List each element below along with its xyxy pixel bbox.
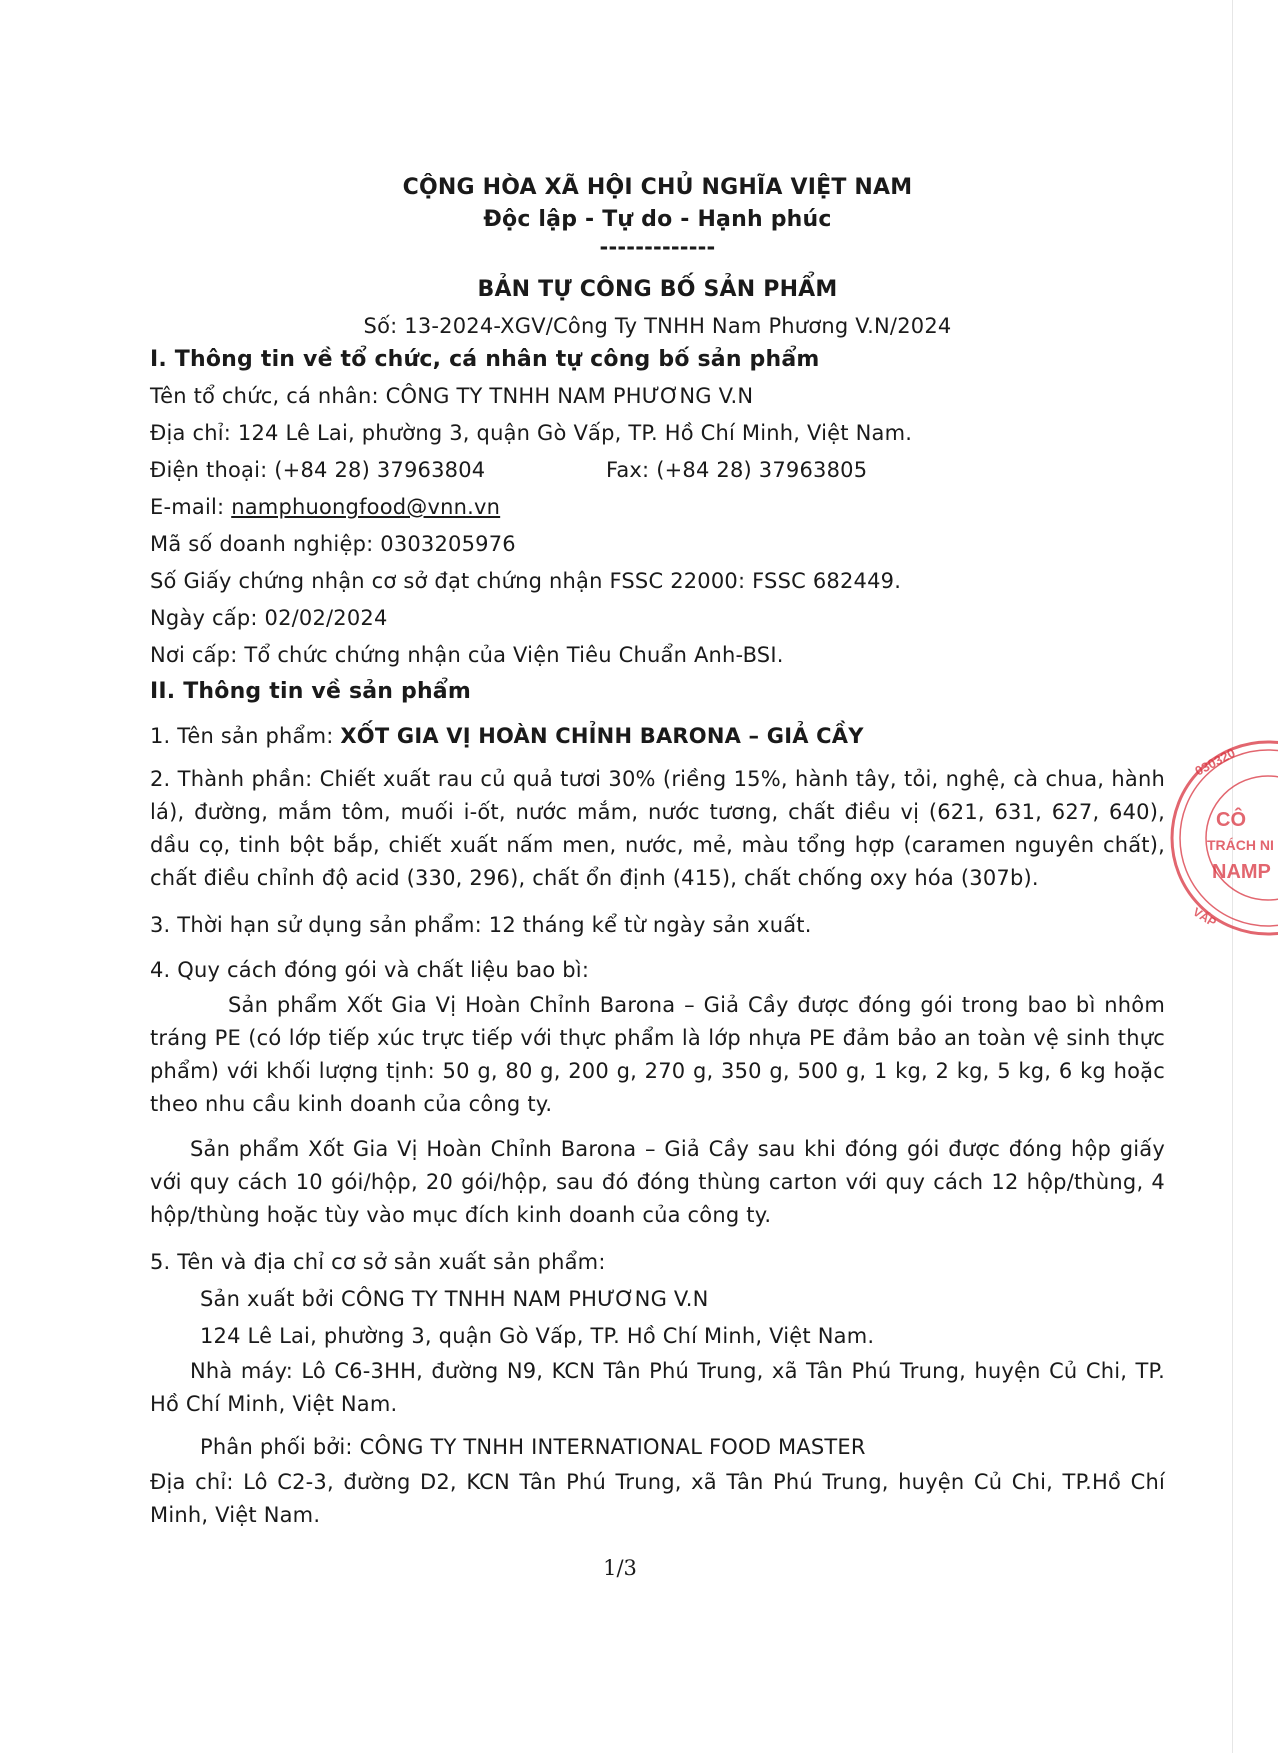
tax-code: Mã số doanh nghiệp: 0303205976: [150, 532, 516, 556]
issuer: Nơi cấp: Tổ chức chứng nhận của Viện Tiêu Chuẩn Anh-BSI.: [150, 643, 784, 667]
producer-address: 124 Lê Lai, phường 3, quận Gò Vấp, TP. Hồ Chí Minh, Việt Nam.: [200, 1324, 875, 1348]
document-title: BẢN TỰ CÔNG BỐ SẢN PHẨM: [477, 277, 838, 302]
producer: Sản xuất bởi CÔNG TY TNHH NAM PHƯƠNG V.N: [200, 1287, 709, 1311]
section1-heading: I. Thông tin về tổ chức, cá nhân tự công bố sản phẩm: [150, 347, 820, 372]
email-label: E-mail:: [150, 495, 232, 519]
email-row: [150, 489, 1165, 526]
producer-heading: 5. Tên và địa chỉ cơ sở sản xuất sản phẩm:: [150, 1250, 606, 1274]
fax: Fax: (+84 28) 37963805: [606, 458, 868, 482]
email-link[interactable]: namphuongfood@vnn.vn: [231, 495, 501, 519]
seal-graphic: [1158, 738, 1274, 938]
packaging-paragraph-2: Sản phẩm Xốt Gia Vị Hoàn Chỉnh Barona – Giả Cầy sau khi đóng gói được đóng hộp giấy với quy cách 10 gói/hộp, 20 gói/hộp, sau đó đóng thùng carton với quy cách 12 hộp/thùng, 4 hộp/thùng hoặc tùy vào mục đích kinh doanh của công ty.: [150, 1137, 1165, 1227]
packaging-heading: 4. Quy cách đóng gói và chất liệu bao bì:: [150, 958, 590, 982]
seal-text-vap: VẤP: [1190, 904, 1219, 930]
shelf-life: 3. Thời hạn sử dụng sản phẩm: 12 tháng kể từ ngày sản xuất.: [150, 913, 812, 937]
document-number: Số: 13-2024-XGV/Công Ty TNHH Nam Phương V.N/2024: [363, 314, 952, 338]
seal-text-namp: NAMP: [1212, 861, 1271, 883]
product-name-label: 1. Tên sản phẩm:: [150, 724, 341, 748]
company-seal: [1158, 738, 1278, 938]
packaging-paragraph-1: Sản phẩm Xốt Gia Vị Hoàn Chỉnh Barona – Giả Cầy được đóng gói trong bao bì nhôm tráng PE (có lớp tiếp xúc trực tiếp với thực phẩm là lớp nhựa PE đảm bảo an toàn vệ sinh thực phẩm) với khối lượng tịnh: 50 g, 80 g, 200 g, 270 g, 350 g, 500 g, 1 kg, 2 kg, 5 kg, 6 kg hoặc theo nhu cầu kinh doanh của công ty.: [150, 993, 1165, 1116]
seal-text-co: CÔ: [1216, 809, 1246, 831]
org-name: Tên tổ chức, cá nhân: CÔNG TY TNHH NAM PHƯƠNG V.N: [150, 384, 754, 408]
country-header: CỘNG HÒA XÃ HỘI CHỦ NGHĨA VIỆT NAM: [402, 175, 913, 200]
phone: Điện thoại: (+84 28) 37963804: [150, 458, 486, 482]
distributor-address: Địa chỉ: Lô C2-3, đường D2, KCN Tân Phú Trung, xã Tân Phú Trung, huyện Củ Chi, TP.Hồ Chí Minh, Việt Nam.: [150, 1470, 1165, 1527]
contact-row: [150, 452, 1165, 489]
ingredients: 2. Thành phần: Chiết xuất rau củ quả tươi 30% (riềng 15%, hành tây, tỏi, nghệ, cà chua, hành lá), đường, mắm tôm, muối i-ốt, nước mắm, nước tương, chất điều vị (621, 631, 627, 640), dầu cọ, tinh bột bắp, chiết xuất nấm men, nước, mẻ, màu tổng hợp (caramen nguyên chất), chất điều chỉnh độ acid (330, 296), chất ổn định (415), chất chống oxy hóa (307b).: [150, 767, 1165, 890]
product-name-row: [150, 718, 1165, 755]
factory-address: Nhà máy: Lô C6-3HH, đường N9, KCN Tân Phú Trung, xã Tân Phú Trung, huyện Củ Chi, TP. Hồ Chí Minh, Việt Nam.: [150, 1359, 1165, 1416]
page-number: 1/3: [603, 1556, 637, 1580]
seal-text-trach: TRÁCH NI: [1207, 837, 1274, 853]
issue-date: Ngày cấp: 02/02/2024: [150, 606, 388, 630]
seal-text-number: 030320: [1192, 745, 1238, 779]
product-name: XỐT GIA VỊ HOÀN CHỈNH BARONA – GIẢ CẦY: [340, 724, 864, 748]
document-body: [150, 172, 1165, 1532]
distributor: Phân phối bởi: CÔNG TY TNHH INTERNATIONAL FOOD MASTER: [200, 1435, 866, 1459]
certificate-number: Số Giấy chứng nhận cơ sở đạt chứng nhận FSSC 22000: FSSC 682449.: [150, 569, 902, 593]
header-divider: -------------: [599, 235, 716, 259]
motto: Độc lập - Tự do - Hạnh phúc: [483, 207, 832, 232]
section2-heading: II. Thông tin về sản phẩm: [150, 679, 471, 704]
org-address: Địa chỉ: 124 Lê Lai, phường 3, quận Gò Vấp, TP. Hồ Chí Minh, Việt Nam.: [150, 421, 913, 445]
